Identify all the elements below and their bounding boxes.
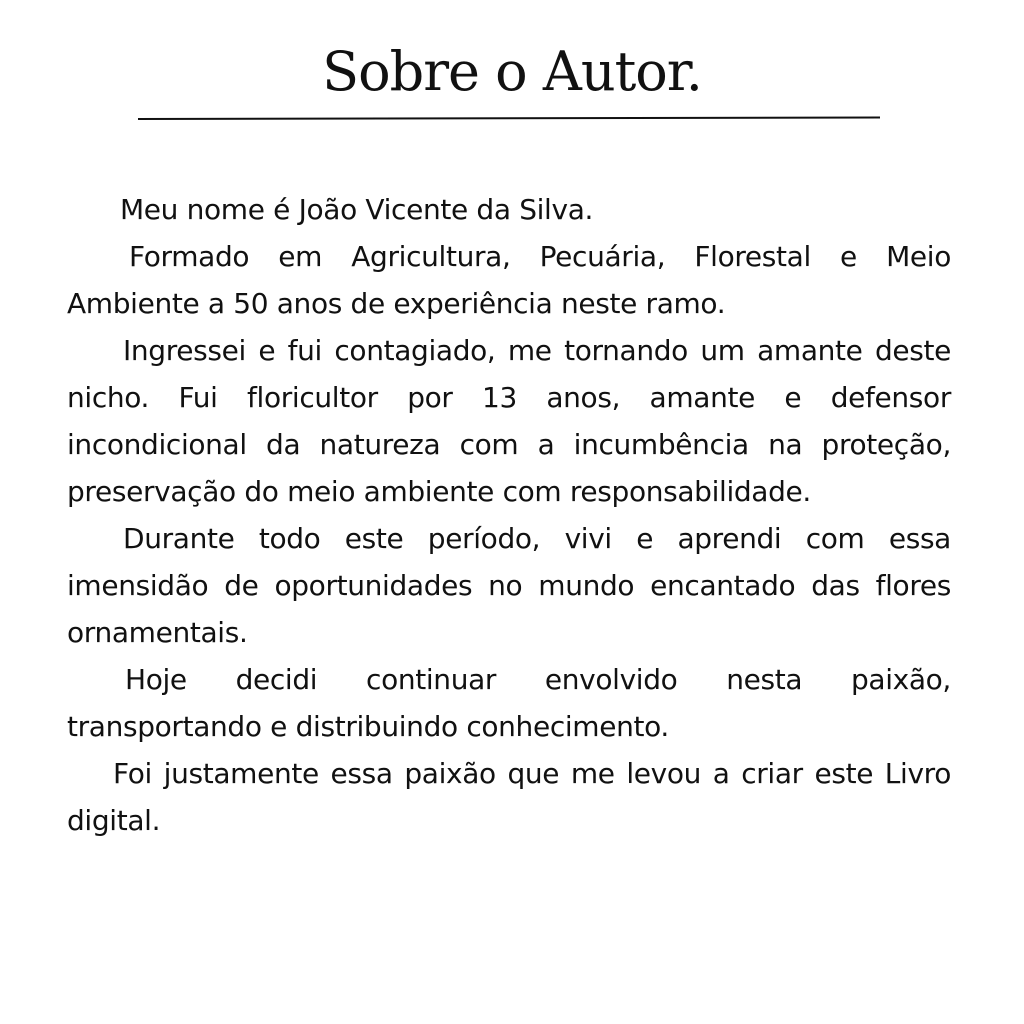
bio-paragraph-experience: Durante todo este período, vivi e aprendi com essa imensidão de oportunidades no mundo encantado das flores ornamentais. xyxy=(67,522,951,649)
bio-paragraph-education: Formado em Agricultura, Pecuária, Florestal e Meio Ambiente a 50 anos de experiência neste ramo. xyxy=(67,240,951,320)
bio-paragraph-career: Ingressei e fui contagiado, me tornando um amante deste nicho. Fui floricultor por 13 anos, amante e defensor incondicional da natureza com a incumbência na proteção, preservação do meio ambiente com responsabilidade. xyxy=(67,334,951,508)
bio-paragraph-name: Meu nome é João Vicente da Silva. xyxy=(120,193,594,226)
author-bio xyxy=(67,186,951,844)
page-title: Sobre o Autor. xyxy=(322,40,702,103)
title-divider xyxy=(138,116,880,120)
bio-paragraph-motivation: Foi justamente essa paixão que me levou a criar este Livro digital. xyxy=(67,757,951,837)
bio-paragraph-today: Hoje decidi continuar envolvido nesta paixão, transportando e distribuindo conhecimento. xyxy=(67,663,951,743)
